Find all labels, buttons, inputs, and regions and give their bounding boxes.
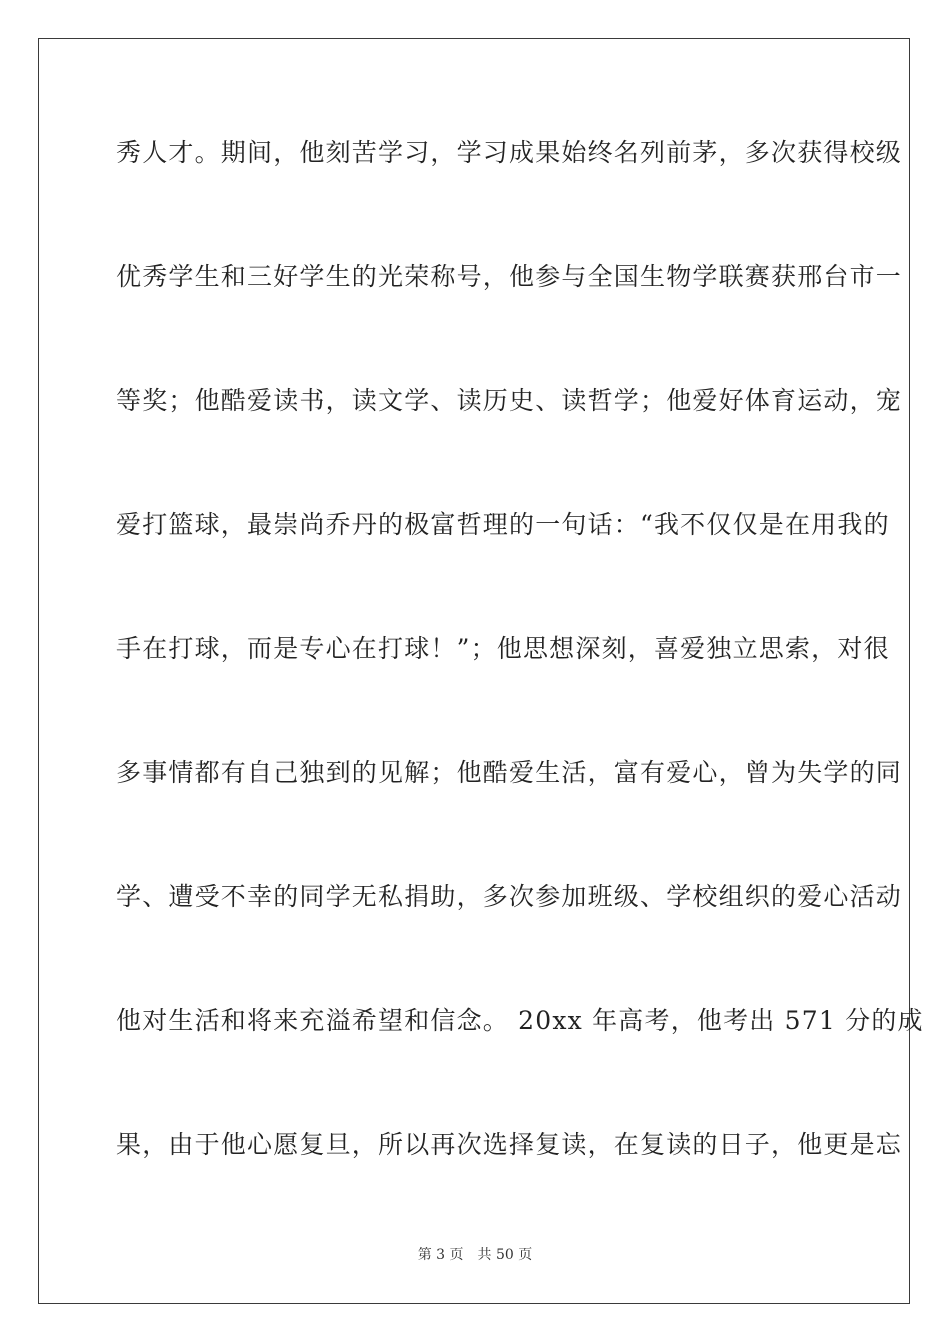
current-page-number: 第 3 页 [417, 1247, 464, 1263]
body-text-line: 果，由于他心愿复旦，所以再次选择复读，在复读的日子，他更是忘 [116, 1130, 903, 1159]
body-text-line: 手在打球，而是专心在打球！”；他思想深刻，喜爱独立思索，对很 [116, 634, 890, 663]
body-text-line: 等奖；他酷爱读书，读文学、读历史、读哲学；他爱好体育运动，宠 [116, 386, 903, 415]
body-text-line: 他对生活和将来充溢希望和信念。 20xx 年高考，他考出 571 分的成 [116, 1006, 924, 1035]
document-body [116, 128, 924, 1244]
page-footer [0, 1244, 950, 1266]
body-text-line: 爱打篮球，最崇尚乔丹的极富哲理的一句话：“我不仅仅是在用我的 [116, 510, 890, 539]
body-text-line: 多事情都有自己独到的见解；他酷爱生活，富有爱心，曾为失学的同 [116, 758, 903, 787]
total-page-count: 共 50 页 [477, 1247, 533, 1263]
body-text-line: 秀人才。期间，他刻苦学习，学习成果始终名列前茅，多次获得校级 [116, 138, 903, 167]
body-text-line: 优秀学生和三好学生的光荣称号，他参与全国生物学联赛获邢台市一 [116, 262, 903, 291]
body-text-line: 学、遭受不幸的同学无私捐助，多次参加班级、学校组织的爱心活动 [116, 882, 903, 911]
